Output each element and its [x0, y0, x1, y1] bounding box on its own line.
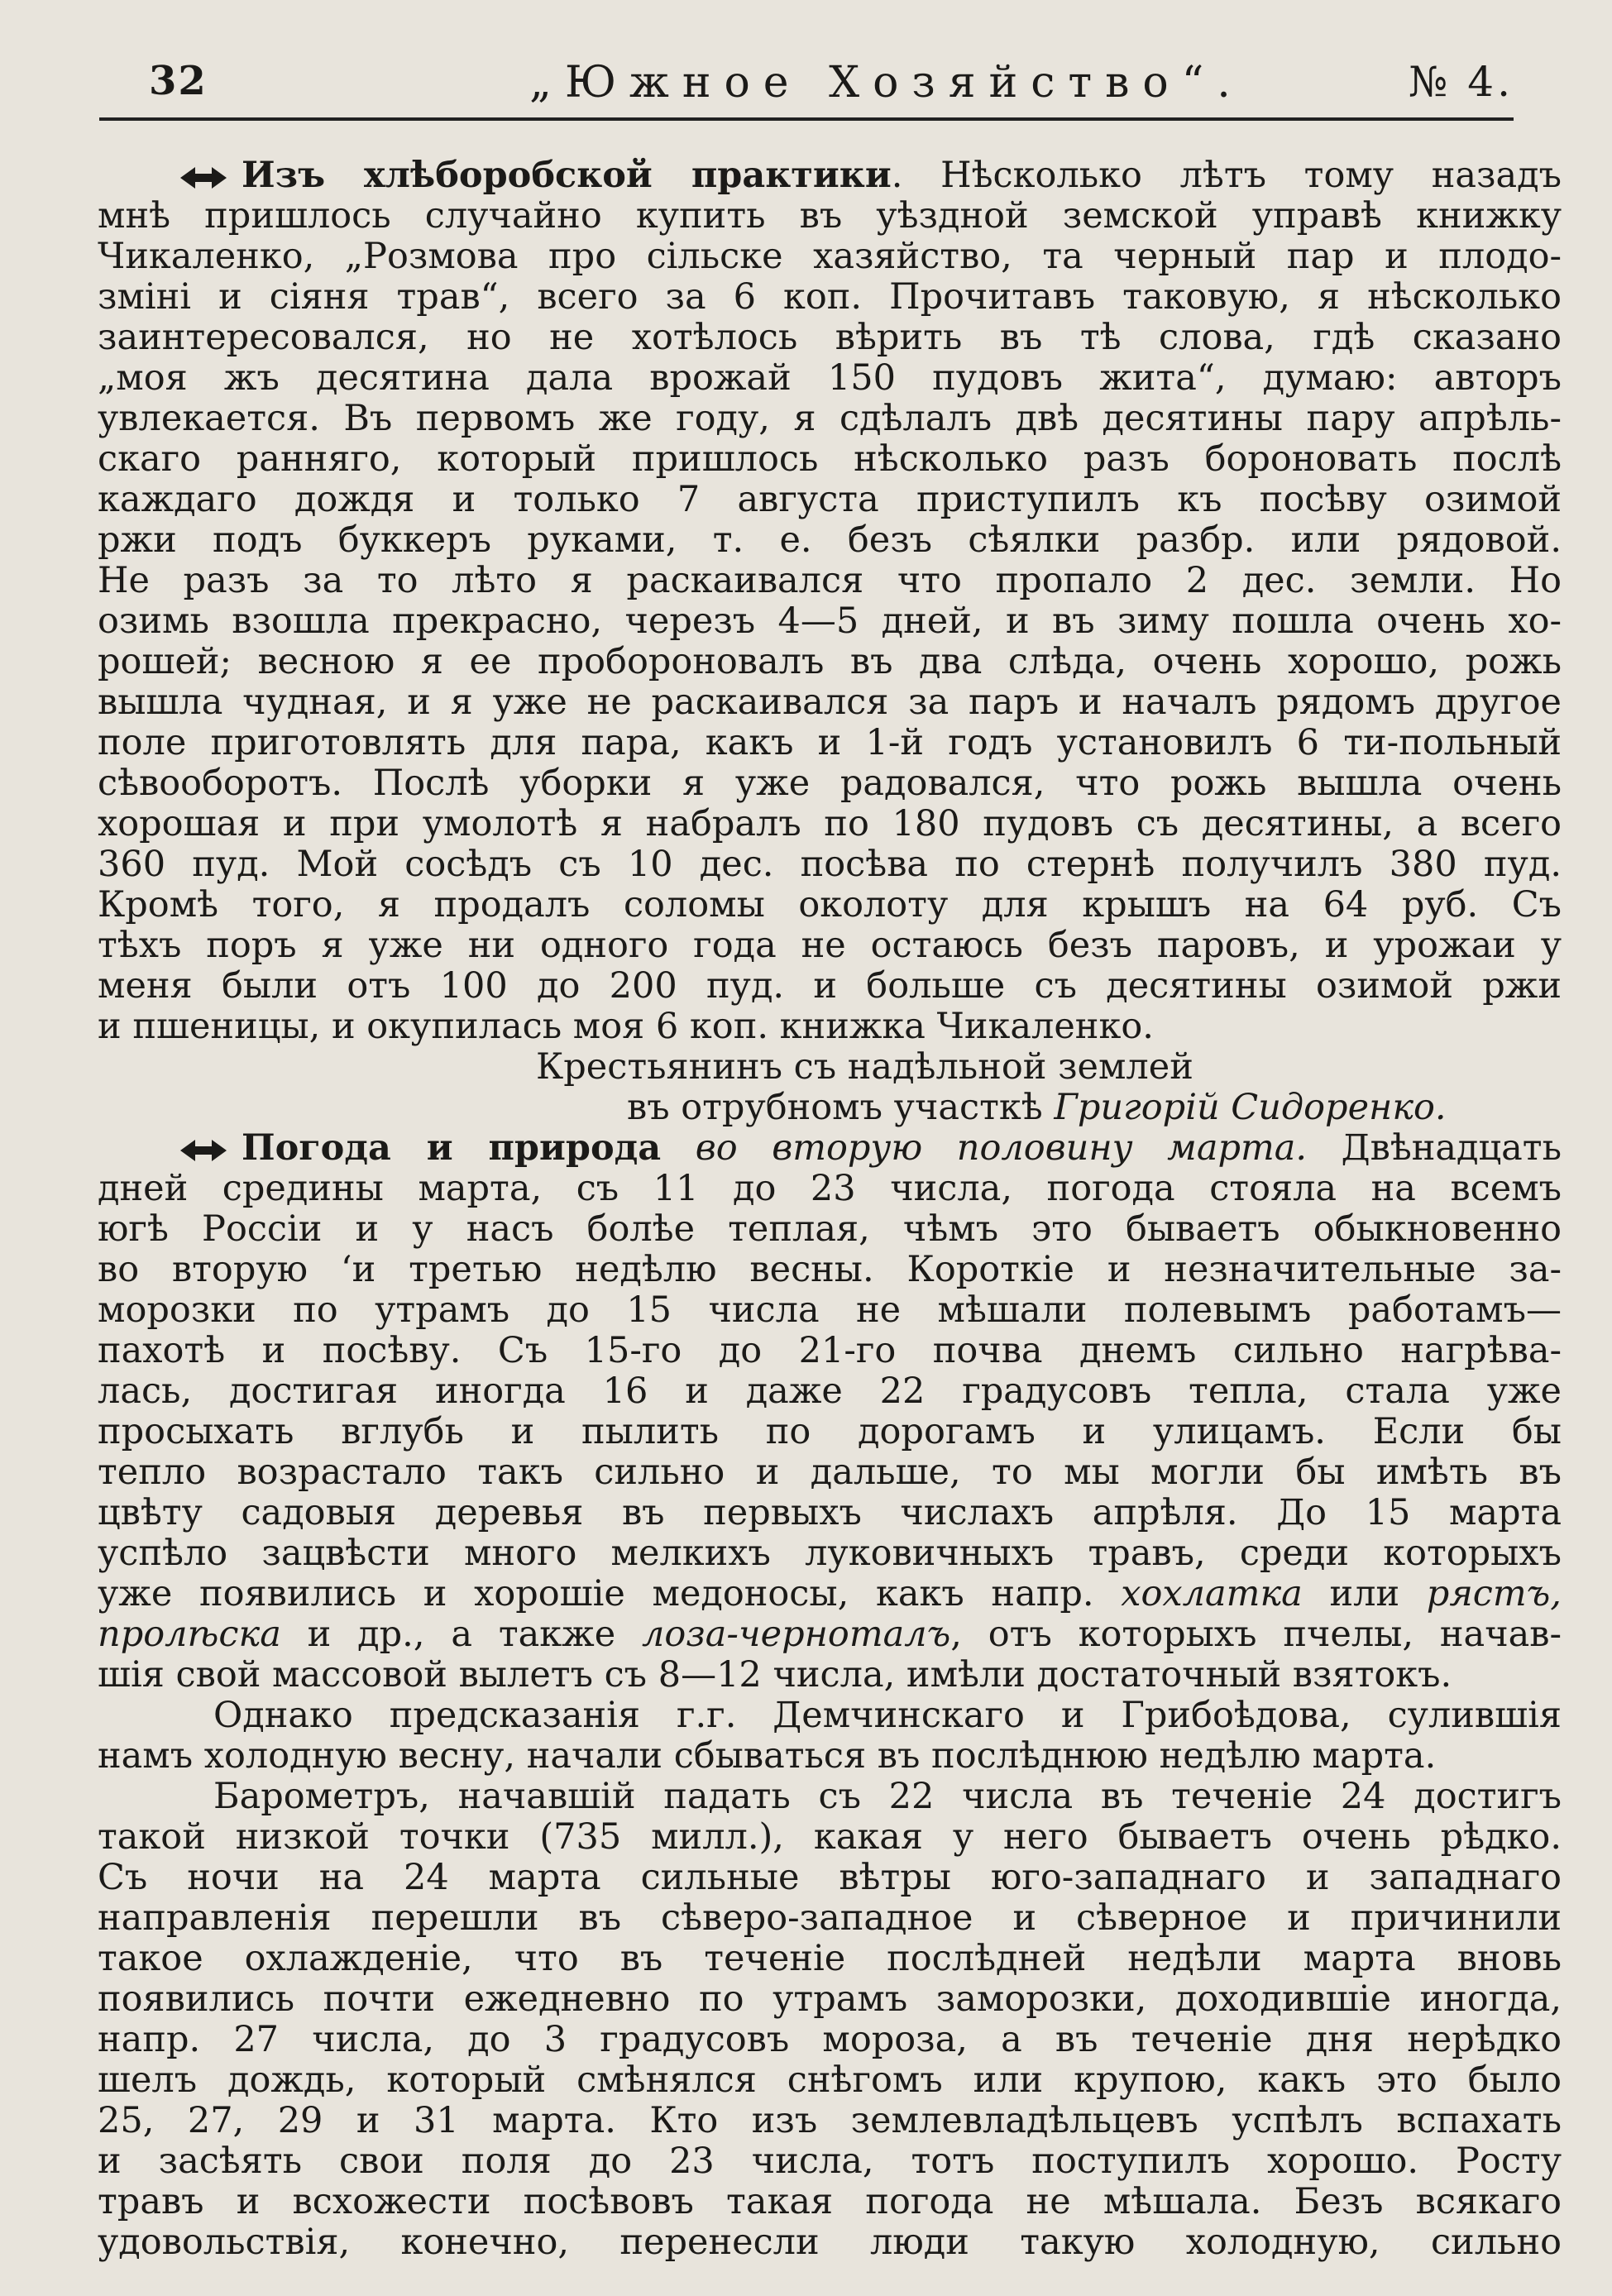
article-text-line [98, 1614, 1562, 1655]
article-text-line: тѣхъ поръ я уже ни одного года не остаюсь безъ паровъ, и урожаи у [98, 926, 1562, 966]
article-text-line: зміні и сіяня трав“, всего за 6 коп. Прочитавъ таковую, я нѣсколько [98, 277, 1562, 318]
article-text-line: „моя жъ десятина дала врожай 150 пудовъ жита“, думаю: авторъ [98, 358, 1562, 399]
italic-term: лоза-черноталъ [642, 1614, 951, 1655]
article-text-line: травъ и всхожести посѣвовъ такая погода не мѣшала. Безъ всякаго [98, 2182, 1562, 2222]
running-title: „Южное Хозяйство“. [529, 58, 1244, 108]
article-text-line: 360 пуд. Мой сосѣдъ съ 10 дес. посѣва по стернѣ получилъ 380 пуд. [98, 844, 1562, 885]
article-text-line: югѣ Россіи и у насъ болѣе теплая, чѣмъ это бываетъ обыкновенно [98, 1209, 1562, 1250]
article-text-line: каждаго дождя и только 7 августа приступилъ къ посѣву озимой [98, 480, 1562, 520]
article-text-line: дней средины марта, съ 11 до 23 числа, погода стояла на всемъ [98, 1169, 1562, 1209]
article-text-line: такое охлажденіе, что въ теченіе послѣдней недѣли марта вновь [98, 1939, 1562, 1979]
article-text-line: хорошая и при умолотѣ я набралъ по 180 пудовъ съ десятины, а всего [98, 804, 1562, 844]
article-text-line: Двѣнадцать [1307, 1128, 1562, 1169]
signature-line [98, 1088, 1562, 1128]
article-text-line: шелъ дождь, который смѣнялся снѣгомъ или крупою, какъ это было [98, 2060, 1562, 2101]
italic-term: хохлатка [1121, 1574, 1303, 1614]
italic-term: рястъ, [1426, 1574, 1562, 1614]
article-text-line: вышла чудная, и я уже не раскаивался за паръ и началъ рядомъ другое [98, 682, 1562, 723]
header-rule [99, 117, 1514, 121]
article-text-line: Барометръ, начавшій падать съ 22 числа въ теченіе 24 достигъ [213, 1777, 1562, 1817]
article-text-line: лась, достигая иногда 16 и даже 22 градусовъ тепла, стала уже [98, 1371, 1562, 1412]
article-text-line: успѣло зацвѣсти много мелкихъ луковичныхъ травъ, среди которыхъ [98, 1533, 1562, 1574]
article-text-line: просыхать вглубь и пылить по дорогамъ и улицамъ. Если бы [98, 1412, 1562, 1452]
article-text-line: сѣвооборотъ. Послѣ уборки я уже радовался, что рожь вышла очень [98, 763, 1562, 804]
article-text-line: рошей; весною я ее пробороновалъ въ два слѣда, очень хорошо, рожь [98, 642, 1562, 682]
signature-line: Крестьянинъ съ надѣльной землей [536, 1047, 1193, 1088]
article-text-line: направленія перешли въ сѣверо-западное и сѣверное и причинили [98, 1898, 1562, 1939]
article-text-line: . Нѣсколько лѣтъ тому назадъ [891, 155, 1562, 196]
signature-prefix: въ отрубномъ участкѣ [627, 1088, 1055, 1128]
article-text-line: скаго ранняго, который пришлось нѣсколько разъ бороновать послѣ [98, 439, 1562, 480]
article-text-line: шія свой массовой вылетъ съ 8—12 числа, имѣли достаточный взятокъ. [98, 1655, 1452, 1696]
article-text-line: тепло возрастало такъ сильно и дальше, то мы могли бы имѣть въ [98, 1452, 1562, 1493]
article-text-line: Не разъ за то лѣто я раскаивался что пропало 2 дес. земли. Но [98, 561, 1562, 601]
text-span: , отъ которыхъ пчелы, начав- [950, 1614, 1562, 1655]
section-bullet-icon [180, 1140, 227, 1161]
article-text-line: пахотѣ и посѣву. Съ 15-го до 21-го почва днемъ сильно нагрѣва- [98, 1331, 1562, 1371]
article-text-line: Чикаленко, „Розмова про сільске хазяйство, та черный пар и плодо- [98, 237, 1562, 277]
section-bullet-icon [180, 167, 227, 189]
article-text-line: цвѣту садовыя деревья въ первыхъ числахъ апрѣля. До 15 марта [98, 1493, 1562, 1533]
article-text-line: напр. 27 числа, до 3 градусовъ мороза, а въ теченіе дня нерѣдко [98, 2020, 1562, 2060]
article-text-line: меня были отъ 100 до 200 пуд. и больше съ десятины озимой ржи [98, 966, 1562, 1007]
article2-first-line [98, 1128, 1562, 1169]
article-text-line: во вторую ʻи третью недѣлю весны. Короткіе и незначительные за- [98, 1250, 1562, 1290]
page-body [98, 155, 1562, 2263]
article-text-line: появились почти ежедневно по утрамъ заморозки, доходившіе иногда, [98, 1979, 1562, 2020]
page-number: 32 [149, 58, 208, 104]
article-text-line [98, 1574, 1562, 1614]
article-text-line: Однако предсказанія г.г. Демчинскаго и Грибоѣдова, сулившія [213, 1696, 1562, 1736]
article-text-line: Кромѣ того, я продалъ соломы околоту для крышъ на 64 руб. Съ [98, 885, 1562, 926]
article-text-line: морозки по утрамъ до 15 числа не мѣшали полевымъ работамъ— [98, 1290, 1562, 1331]
article-text-line: удовольствія, конечно, перенесли люди такую холодную, сильно [98, 2222, 1562, 2263]
article-text-line: ржи подъ буккеръ руками, т. е. безъ сѣялки разбр. или рядовой. [98, 520, 1562, 561]
signature-name: Григорій Сидоренко. [1054, 1088, 1447, 1128]
article-text-line: Съ ночи на 24 марта сильные вѣтры юго-западнаго и западнаго [98, 1858, 1562, 1898]
italic-term: пролѣска [98, 1614, 281, 1655]
article-text-line: 25, 27, 29 и 31 марта. Кто изъ землевладѣльцевъ успѣлъ вспахать [98, 2101, 1562, 2141]
article-text-line: и пшеницы, и окупилась моя 6 коп. книжка Чикаленко. [98, 1007, 1154, 1047]
article-text-line: такой низкой точки (735 милл.), какая у него бываетъ очень рѣдко. [98, 1817, 1562, 1858]
text-span: и др., а также [280, 1614, 642, 1655]
article-text-line: заинтересовался, но не хотѣлось вѣрить въ тѣ слова, гдѣ сказано [98, 318, 1562, 358]
issue-number: № 4. [1409, 58, 1514, 106]
page-header [99, 58, 1514, 116]
article-text-line: поле приготовлять для пара, какъ и 1-й годъ установилъ 6 ти-польный [98, 723, 1562, 763]
article-text-line: намъ холодную весну, начали сбываться въ послѣднюю недѣлю марта. [98, 1736, 1437, 1777]
article-text-line: мнѣ пришлось случайно купить въ уѣздной земской управѣ книжку [98, 196, 1562, 237]
article1-first-line [98, 155, 1562, 196]
text-span: уже появились и хорошіе медоносы, какъ напр. [98, 1574, 1122, 1614]
text-span: или [1302, 1574, 1427, 1614]
article-text-line: и засѣять свои поля до 23 числа, тотъ поступилъ хорошо. Росту [98, 2141, 1562, 2182]
article2-heading: Погода и природа [242, 1128, 662, 1169]
article-text-line: увлекается. Въ первомъ же году, я сдѣлалъ двѣ десятины пару апрѣль- [98, 399, 1562, 439]
article2-subheading: во вторую половину марта. [695, 1128, 1308, 1169]
article1-heading: Изъ хлѣборобской практики [242, 155, 892, 196]
article-text-line: озимь взошла прекрасно, черезъ 4—5 дней, и въ зиму пошла очень хо- [98, 601, 1562, 642]
